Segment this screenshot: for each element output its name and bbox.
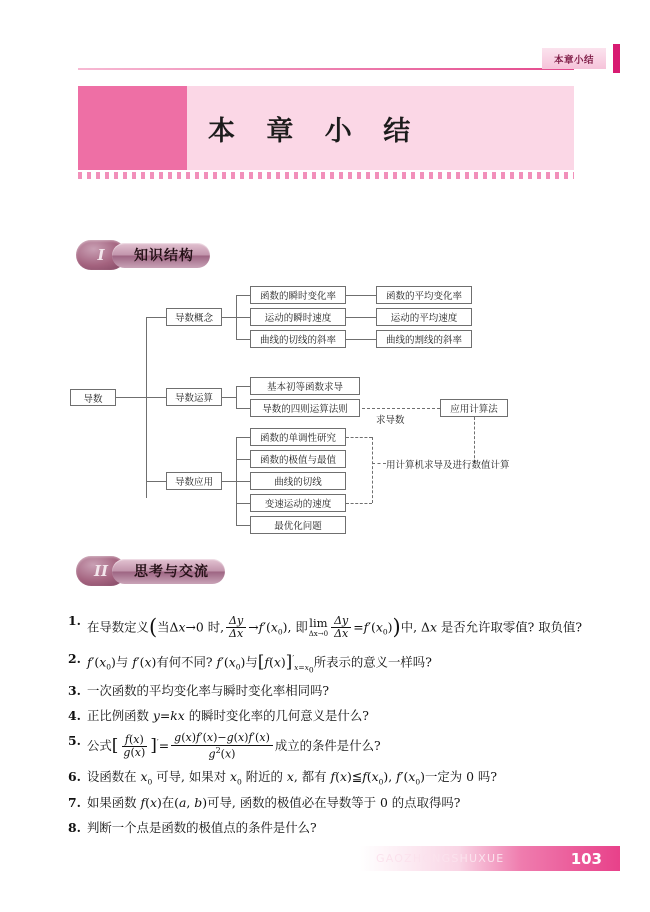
diagram-node-root: 导数 xyxy=(70,389,116,406)
diagram-annotation-computer: 用计算机求导及进行数值计算 xyxy=(386,460,510,471)
question-text: 正比例函数 y=kx 的瞬时变化率的几何意义是什么? xyxy=(87,708,369,724)
question-number: 2. xyxy=(68,651,81,666)
connector xyxy=(116,397,146,398)
connector xyxy=(146,397,166,398)
page-footer xyxy=(360,846,620,871)
dashed-connector xyxy=(372,463,386,464)
question-number: 7. xyxy=(68,794,81,810)
diagram-node-leaf: 曲线的切线的斜率 xyxy=(250,330,346,348)
header-chapter-tab: 本章小结 xyxy=(542,48,606,69)
section-label-1: 知识结构 xyxy=(112,243,210,268)
question-item xyxy=(68,682,588,701)
question-text: 判断一个点是函数的极值点的条件是什么? xyxy=(87,819,317,835)
diagram-node-parallel: 曲线的割线的斜率 xyxy=(376,330,472,348)
question-number: 8. xyxy=(68,819,81,835)
connector xyxy=(236,481,250,482)
diagram-node-branch-1: 导数概念 xyxy=(166,308,222,326)
question-item xyxy=(68,650,588,676)
diagram-node-branch-2: 导数运算 xyxy=(166,388,222,406)
question-number: 6. xyxy=(68,768,81,784)
section-numeral-1: I xyxy=(76,240,126,270)
question-number: 3. xyxy=(68,683,81,698)
connector xyxy=(236,317,250,318)
diagram-node-leaf: 函数的单调性研究 xyxy=(250,428,346,446)
diagram-node-leaf: 变速运动的速度 xyxy=(250,494,346,512)
knowledge-structure-diagram xyxy=(60,285,590,535)
question-item xyxy=(68,732,588,761)
connector xyxy=(346,317,376,318)
section-numeral-2: II xyxy=(76,556,126,586)
diagram-node-leaf: 函数的瞬时变化率 xyxy=(250,286,346,304)
question-text: 在导数定义(当Δx→0 时, $\frac{\Delta y}{\Delta x}$ $\to f'(x_0)$, 即 lim Δx→0 $\frac{\Delta y}{\Delta x}$ $=f'(x_0)$)中, Δx 是否允许取零值? 取负值? xyxy=(87,613,583,641)
section-label-2: 思考与交流 xyxy=(112,559,225,584)
question-item xyxy=(68,819,588,838)
question-number: 1. xyxy=(68,613,81,628)
question-text: $f'(x_0)$与 f′(x)有何不同? $f'(x_0)$与$[f(x)]'_{x=x_0}$所表示的意义一样吗? xyxy=(87,652,432,675)
connector xyxy=(236,437,250,438)
question-item xyxy=(68,768,588,788)
question-item xyxy=(68,794,588,813)
question-text: 如果函数 f(x)在(a, b)可导, 函数的极值必在导数等于 0 的点取得吗? xyxy=(87,794,461,810)
question-item xyxy=(68,612,588,644)
question-number: 5. xyxy=(68,733,81,749)
connector xyxy=(236,295,250,296)
question-number: 4. xyxy=(68,708,81,724)
connector xyxy=(236,525,250,526)
diagram-node-leaf: 基本初等函数求导 xyxy=(250,377,360,395)
connector xyxy=(146,317,166,318)
section-heading-knowledge-structure xyxy=(76,240,210,270)
banner-color-block xyxy=(78,86,187,170)
banner-dotted-divider xyxy=(78,172,574,179)
diagram-node-parallel: 函数的平均变化率 xyxy=(376,286,472,304)
connector xyxy=(222,397,236,398)
question-item xyxy=(68,707,588,726)
diagram-annotation-derive: 求导数 xyxy=(376,415,405,426)
questions-list xyxy=(68,612,588,844)
diagram-node-annotation-box: 应用计算法 xyxy=(440,399,508,417)
connector xyxy=(222,317,236,318)
connector xyxy=(346,339,376,340)
section-heading-thinking-communication xyxy=(76,556,225,586)
dashed-connector xyxy=(346,503,372,504)
diagram-node-leaf: 导数的四则运算法则 xyxy=(250,399,360,417)
dashed-connector xyxy=(346,437,372,438)
connector xyxy=(236,386,250,387)
page-number: 103 xyxy=(570,849,602,868)
connector xyxy=(222,481,236,482)
diagram-node-leaf: 曲线的切线 xyxy=(250,472,346,490)
connector xyxy=(236,339,250,340)
diagram-node-leaf: 运动的瞬时速度 xyxy=(250,308,346,326)
diagram-node-leaf: 最优化问题 xyxy=(250,516,346,534)
connector xyxy=(236,459,250,460)
connector xyxy=(346,295,376,296)
page-title: 本 章 小 结 xyxy=(208,115,422,147)
title-banner xyxy=(78,86,574,170)
connector xyxy=(236,386,237,408)
diagram-node-leaf: 函数的极值与最值 xyxy=(250,450,346,468)
header-rule xyxy=(78,68,574,70)
connector xyxy=(236,408,250,409)
dashed-connector xyxy=(362,408,440,409)
header-accent-bar xyxy=(613,44,620,73)
connector xyxy=(146,317,147,498)
connector xyxy=(236,503,250,504)
question-text: 设函数在 $x_0$ 可导, 如果对 $x_0$ 附近的 x, 都有 $f(x)≦f(x_0)$, $f'(x_0)$一定为 0 吗? xyxy=(87,768,497,787)
diagram-node-parallel: 运动的平均速度 xyxy=(376,308,472,326)
dashed-connector xyxy=(372,437,373,503)
question-text: 公式[ $\frac{f(x)}{g(x)}$ ]′= $\frac{g(x)f'(x)-g(x)f'(x)}{g^2(x)}$ 成立的条件是什么? xyxy=(87,731,381,761)
diagram-node-branch-3: 导数应用 xyxy=(166,472,222,490)
question-text: 一次函数的平均变化率与瞬时变化率相同吗? xyxy=(87,683,330,698)
footer-watermark: GAOZHONGSHUXUE xyxy=(376,852,505,865)
connector xyxy=(146,481,166,482)
